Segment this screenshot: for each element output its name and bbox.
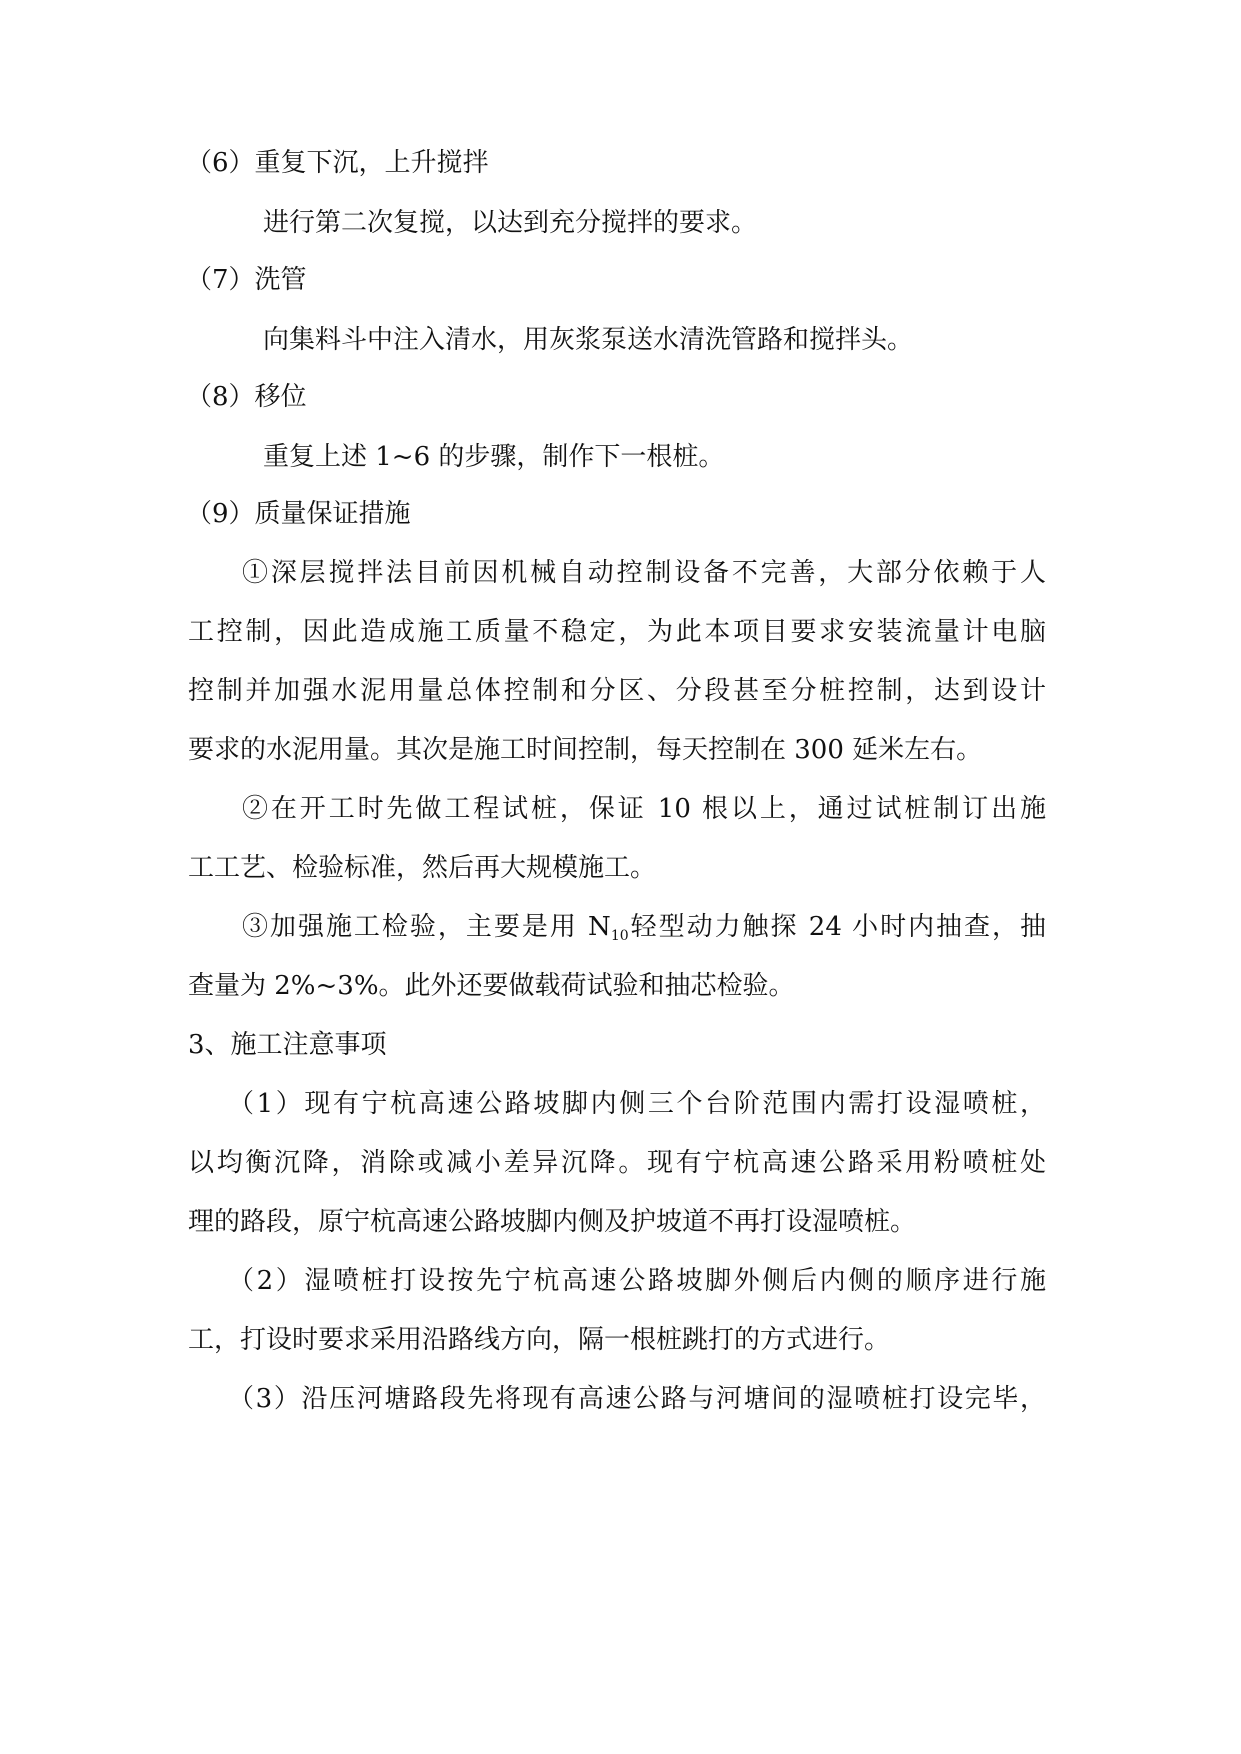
note-2-line-1: （2）湿喷桩打设按先宁杭高速公路坡脚外侧后内侧的顺序进行施 <box>228 1266 1046 1296</box>
quality-item-2-line-2: 工工艺、检验标准，然后再大规模施工。 <box>188 853 657 883</box>
quality-item-1-line-1: ①深层搅拌法目前因机械自动控制设备不完善，大部分依赖于人 <box>242 558 1046 588</box>
heading-step-8: （8）移位 <box>186 382 307 412</box>
quality-item-1-line-2: 工控制，因此造成施工质量不稳定，为此本项目要求安装流量计电脑 <box>188 617 1046 647</box>
n10-subscript: 10 <box>610 928 629 944</box>
quality-item-1-line-3: 控制并加强水泥用量总体控制和分区、分段甚至分桩控制，达到设计 <box>188 676 1046 706</box>
quality-item-3-text-a: ③加强施工检验，主要是用 N <box>242 912 611 942</box>
note-2-line-2: 工，打设时要求采用沿路线方向，隔一根桩跳打的方式进行。 <box>188 1325 891 1355</box>
note-1-line-3: 理的路段，原宁杭高速公路坡脚内侧及护坡道不再打设湿喷桩。 <box>188 1207 917 1237</box>
note-1-line-2: 以均衡沉降，消除或减小差异沉降。现有宁杭高速公路采用粉喷桩处 <box>188 1148 1046 1178</box>
quality-item-3-line-2: 查量为 2%~3%。此外还要做载荷试验和抽芯检验。 <box>188 971 795 1001</box>
quality-item-3-text-b: 轻型动力触探 24 小时内抽查，抽 <box>628 912 1047 942</box>
paragraph-step-6: 进行第二次复搅，以达到充分搅拌的要求。 <box>263 208 758 238</box>
section-3-heading: 3、施工注意事项 <box>188 1030 387 1060</box>
note-1-line-1: （1）现有宁杭高速公路坡脚内侧三个台阶范围内需打设湿喷桩， <box>228 1089 1046 1119</box>
paragraph-step-8: 重复上述 1~6 的步骤，制作下一根桩。 <box>263 442 725 472</box>
quality-item-3-line-1 <box>242 910 1046 953</box>
heading-step-7: （7）洗管 <box>186 265 307 295</box>
note-3-line-1: （3）沿压河塘路段先将现有高速公路与河塘间的湿喷桩打设完毕， <box>228 1384 1046 1414</box>
quality-item-2-line-1: ②在开工时先做工程试桩，保证 10 根以上，通过试桩制订出施 <box>242 794 1046 824</box>
paragraph-step-7: 向集料斗中注入清水，用灰浆泵送水清洗管路和搅拌头。 <box>263 325 914 355</box>
quality-item-1-line-4: 要求的水泥用量。其次是施工时间控制，每天控制在 300 延米左右。 <box>188 735 983 765</box>
heading-step-6: （6）重复下沉，上升搅拌 <box>186 148 489 178</box>
heading-step-9: （9）质量保证措施 <box>186 499 411 529</box>
